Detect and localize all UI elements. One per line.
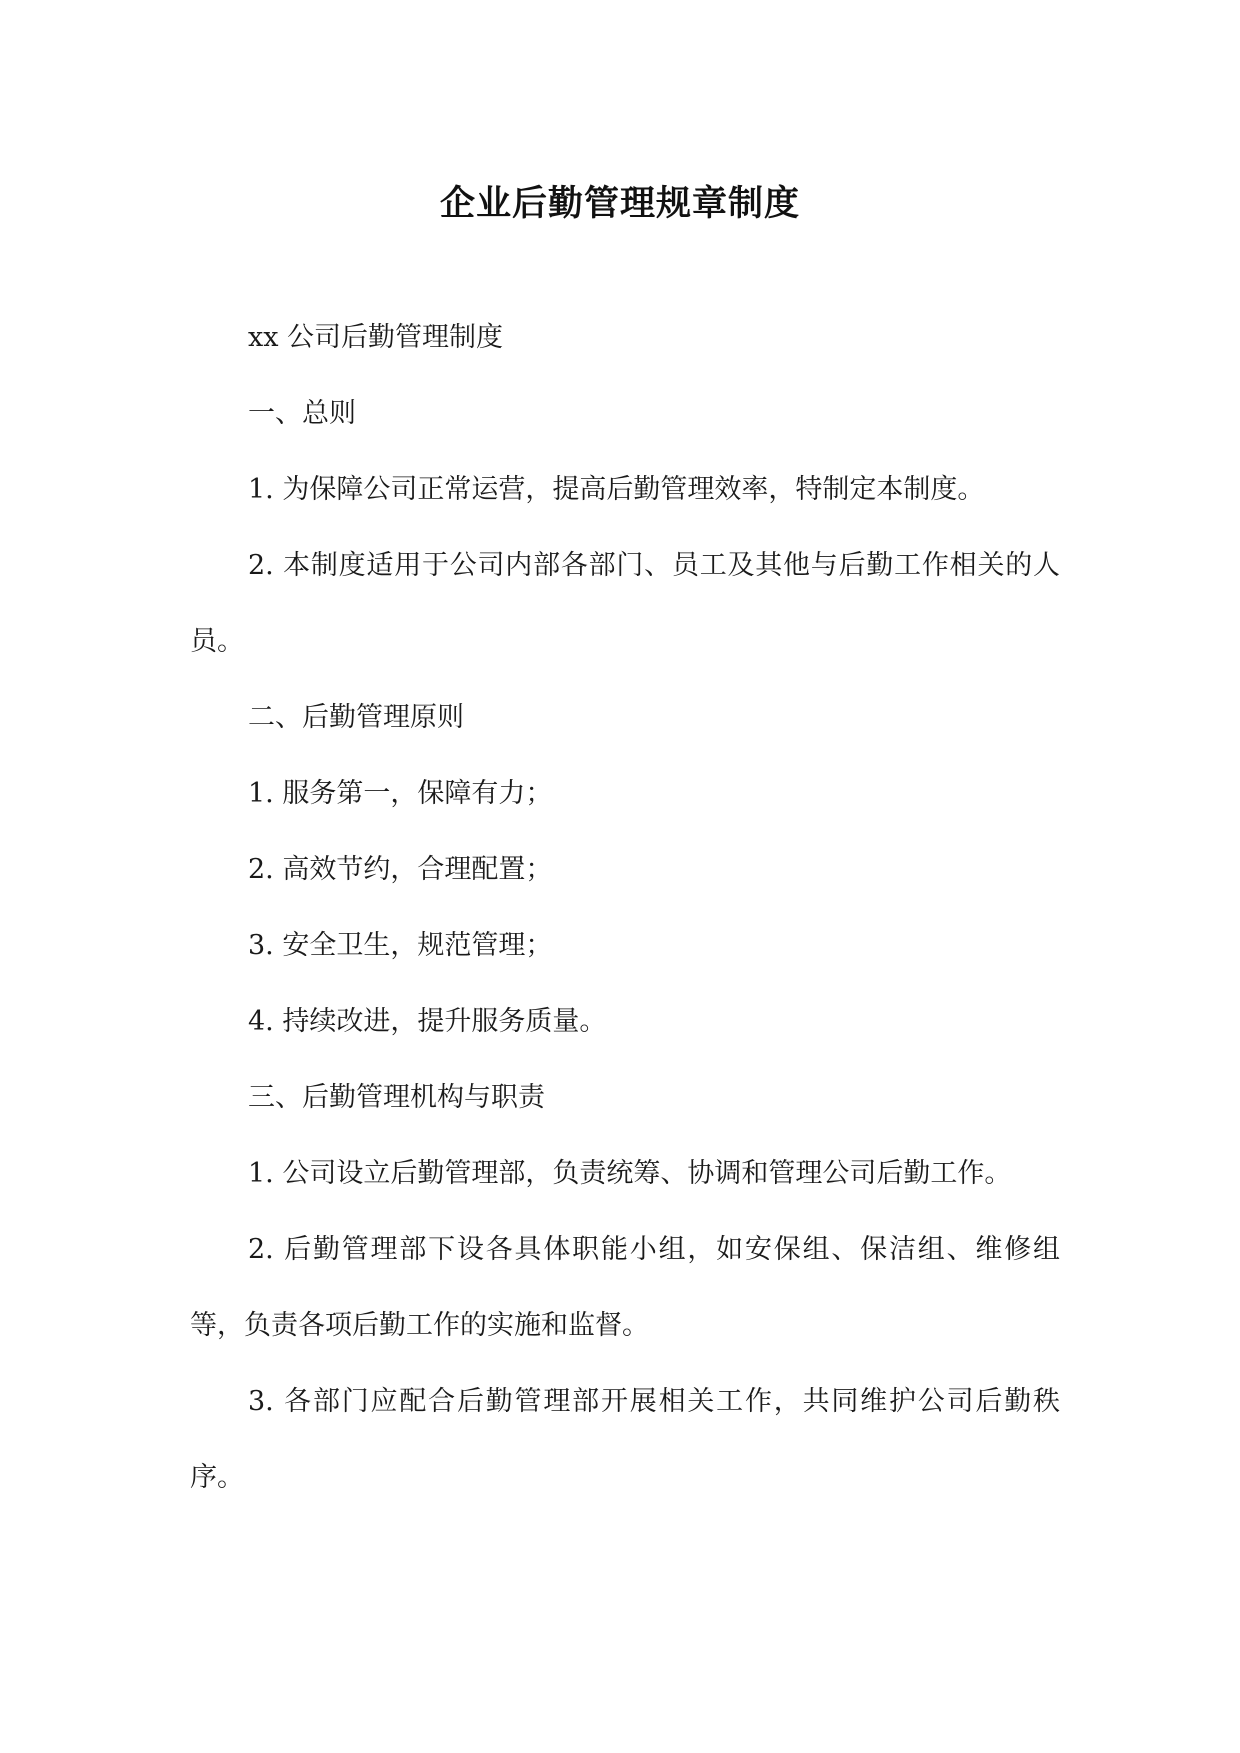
paragraph: 2. 本制度适用于公司内部各部门、员工及其他与后勤工作相关的人员。	[190, 550, 1060, 657]
document-body	[190, 300, 1060, 1516]
company-heading: xx 公司后勤管理制度	[248, 322, 504, 353]
paragraph: 2. 高效节约，合理配置；	[248, 854, 553, 885]
document-title: 企业后勤管理规章制度	[439, 183, 800, 224]
section-heading-general: 一、总则	[248, 398, 356, 429]
paragraph: 3. 安全卫生，规范管理；	[248, 930, 553, 961]
paragraph: 4. 持续改进，提升服务质量。	[248, 1006, 607, 1037]
paragraph: 1. 为保障公司正常运营，提高后勤管理效率，特制定本制度。	[248, 474, 985, 505]
paragraph: 1. 公司设立后勤管理部，负责统筹、协调和管理公司后勤工作。	[248, 1158, 1012, 1189]
paragraph: 1. 服务第一，保障有力；	[248, 778, 553, 809]
paragraph: 3. 各部门应配合后勤管理部开展相关工作，共同维护公司后勤秩序。	[190, 1386, 1060, 1493]
section-heading-principles: 二、后勤管理原则	[248, 702, 464, 733]
section-heading-organization: 三、后勤管理机构与职责	[248, 1082, 545, 1113]
paragraph: 2. 后勤管理部下设各具体职能小组，如安保组、保洁组、维修组等，负责各项后勤工作的实施和监督。	[190, 1234, 1060, 1341]
